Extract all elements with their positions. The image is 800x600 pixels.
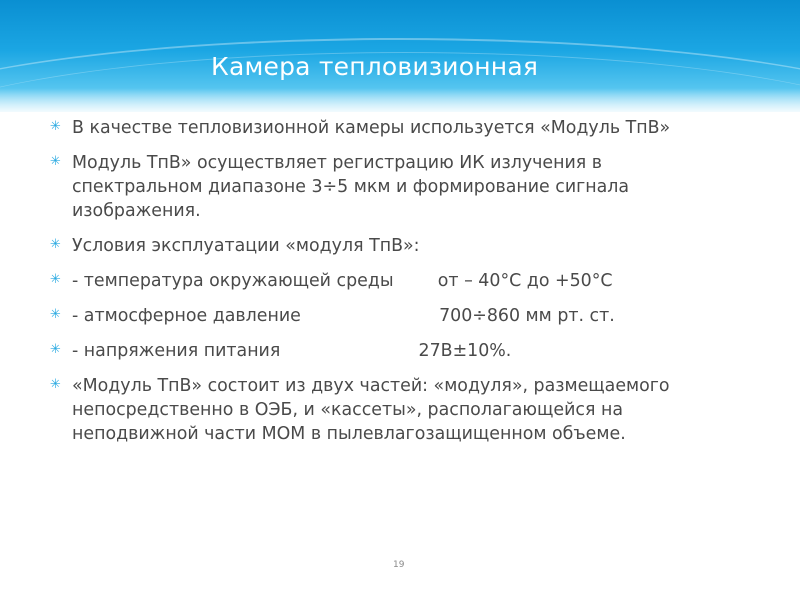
bullet-star-icon: ✳ <box>50 342 61 357</box>
bullet-star-icon: ✳ <box>50 119 61 134</box>
list-item-text: В качестве тепловизионной камеры используется «Модуль ТпВ» <box>72 118 671 138</box>
bullet-star-icon: ✳ <box>50 154 61 169</box>
bullet-star-icon: ✳ <box>50 307 61 322</box>
list-item-text: - атмосферное давление 700÷860 мм рт. ст. <box>72 306 615 326</box>
list-item <box>50 339 730 363</box>
list-item <box>50 151 730 223</box>
list-item-text: «Модуль ТпВ» состоит из двух частей: «модуля», размещаемого непосредственно в ОЭБ, и «кассеты», располагающейся на неподвижной части МОМ в пылевлагозащищенном объеме. <box>72 376 670 444</box>
bullet-star-icon: ✳ <box>50 237 61 252</box>
list-item <box>50 374 730 446</box>
banner-fade <box>0 88 800 112</box>
bullet-star-icon: ✳ <box>50 377 61 392</box>
list-item-text: - температура окружающей среды от – 40°С до +50°С <box>72 271 613 291</box>
list-item <box>50 269 730 293</box>
list-item <box>50 234 730 258</box>
list-item-text: Модуль ТпВ» осуществляет регистрацию ИК излучения в спектральном диапазоне 3÷5 мкм и формирование сигнала изображения. <box>72 153 630 221</box>
list-item <box>50 116 730 140</box>
slide-title: Камера тепловизионная <box>211 52 539 81</box>
slide-body <box>50 116 730 457</box>
bullet-star-icon: ✳ <box>50 272 61 287</box>
list-item-text: Условия эксплуатации «модуля ТпВ»: <box>72 236 420 256</box>
page-number: 19 <box>393 560 405 570</box>
list-item-text: - напряжения питания 27В±10%. <box>72 341 512 361</box>
list-item <box>50 304 730 328</box>
